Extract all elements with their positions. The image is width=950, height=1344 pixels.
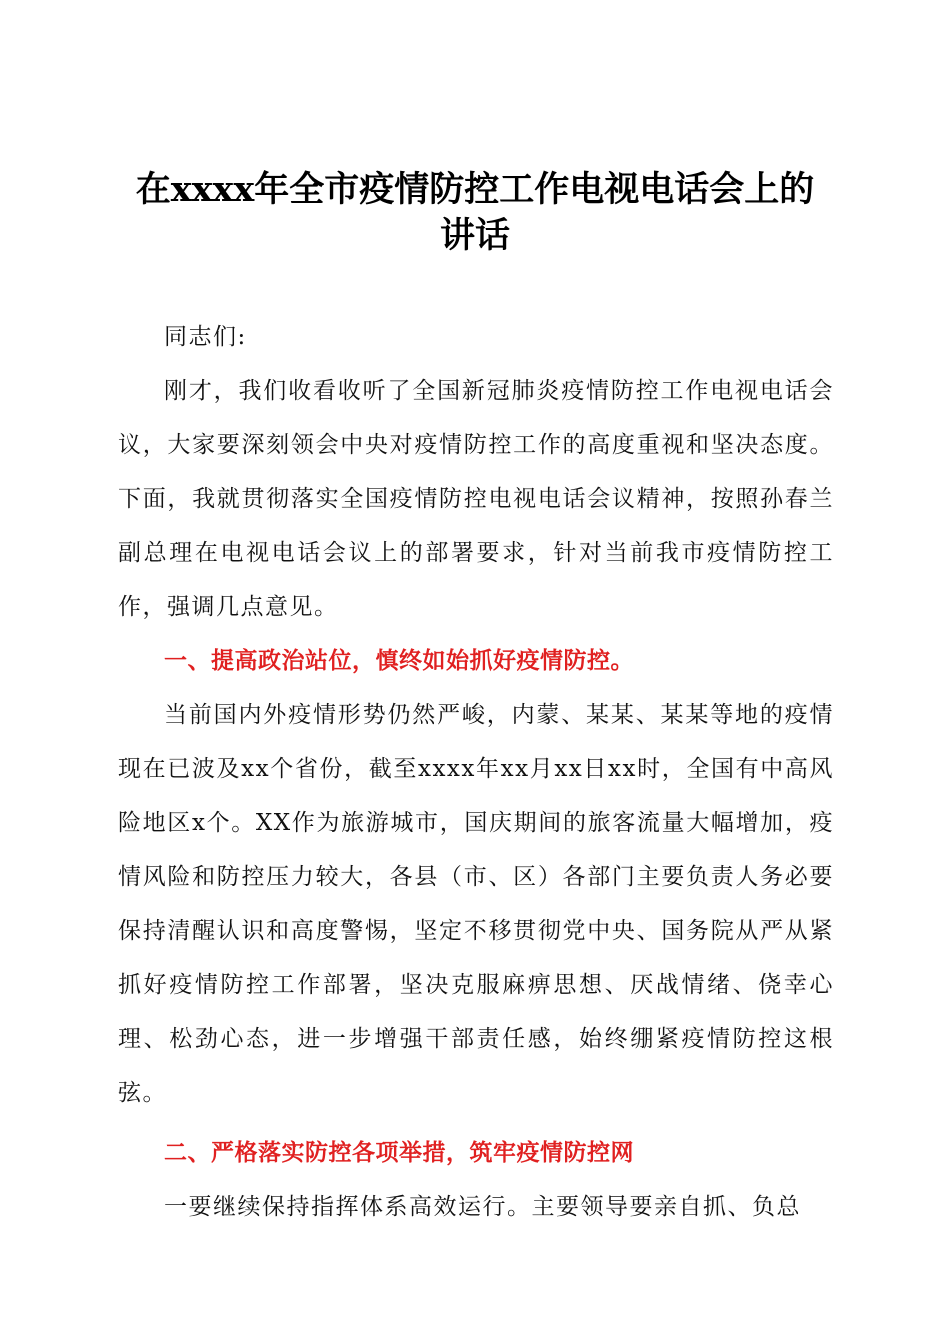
greeting: 同志们: — [164, 324, 247, 350]
document-title-line1: 在xxxx年全市疫情防控工作电视电话会上的 — [135, 169, 815, 210]
document-title-line2: 讲话 — [439, 215, 510, 256]
paragraph: 一要继续保持指挥体系高效运行。主要领导要亲自抓、负总 — [164, 1194, 801, 1220]
section-heading: 二、严格落实防控各项举措，筑牢疫情防控网 — [164, 1139, 634, 1166]
paragraph: 当前国内外疫情形势仍然严峻，内蒙、某某、某某等地的疫情现在已波及xx个省份，截至xxxx年xx月xx日xx时，全国有中高风险地区x个。XX作为旅游城市，国庆期间的旅客流量大幅增加，疫情风险和防控压力较大，各县（市、区）各部门主要负责人务必要保持清醒认识和高度警惕，坚定不移贯彻党中央、国务院从严从紧抓好疫情防控工作部署，坚决克服麻痹思想、厌战情绪、侥幸心理、松劲心态，进一步增强干部责任感，始终绷紧疫情防控这根弦。 — [118, 702, 834, 1106]
document-body — [118, 310, 834, 1234]
section-heading: 一、提高政治站位，慎终如始抓好疫情防控。 — [164, 647, 634, 674]
paragraph: 刚才，我们收看收听了全国新冠肺炎疫情防控工作电视电话会议，大家要深刻领会中央对疫情防控工作的高度重视和坚决态度。下面，我就贯彻落实全国疫情防控电视电话会议精神，按照孙春兰副总理在电视电话会议上的部署要求，针对当前我市疫情防控工作，强调几点意见。 — [118, 378, 834, 620]
